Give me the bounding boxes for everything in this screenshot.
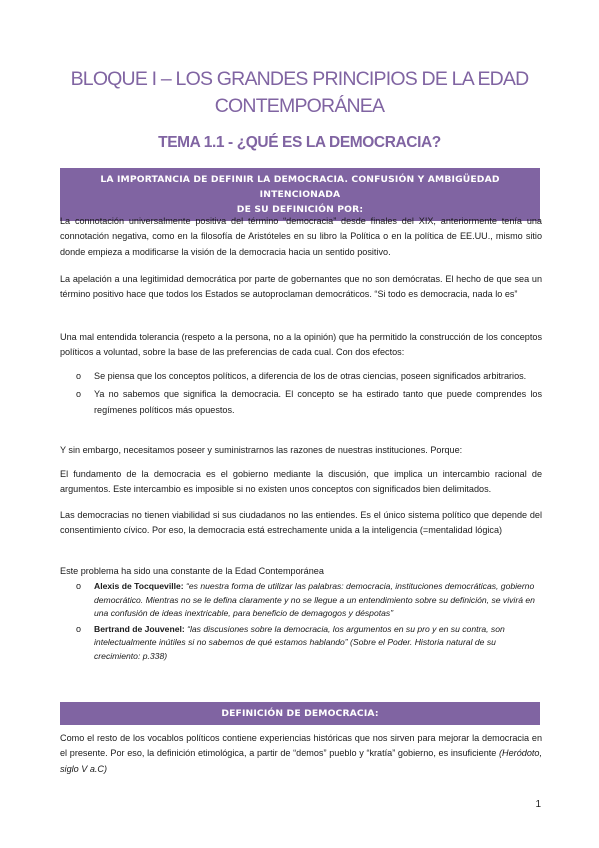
list-item-text: Se piensa que los conceptos políticos, a diferencia de los de otras ciencias, poseen significados arbitrarios.	[94, 371, 527, 381]
bullet-marker: o	[76, 623, 82, 634]
list-item	[60, 387, 542, 418]
quote-text: “es nuestra forma de utilizar las palabras: democracia, instituciones democráticas, gobierno democrático. Mientras no se le defina claramente y no se llegue a un entendimiento sobre su definición, se vivirá en una confusión de ideas inextricable, para beneficio de demagogos y déspotas”	[94, 581, 535, 619]
list-item	[60, 369, 542, 384]
bullet-marker: o	[76, 581, 82, 591]
page-number: 1	[535, 799, 541, 810]
paragraph-tolerance: Una mal entendida tolerancia (respeto a la persona, no a la opinión) que ha permitido la construcción de los conceptos políticos a voluntad, sobre la base de las preferencias de cada cual. Con dos efectos:	[60, 332, 542, 358]
paragraph-connotation: La connotación universalmente positiva del término “democracia” desde finales del XIX, anteriormente tenía una connotación negativa, como en la filosofía de Aristóteles en su libro la Política o en la política de EE.UU., mismo sitio donde empieza a modificarse la visión de la democracia hacia un sentido positivo.	[60, 216, 542, 257]
title-line-1: BLOQUE I – LOS GRANDES PRINCIPIOS DE LA EDAD	[70, 68, 529, 90]
quote-item	[60, 623, 542, 664]
document-title	[60, 66, 539, 120]
bullet-marker: o	[76, 371, 82, 381]
section-heading-line-1: LA IMPORTANCIA DE DEFINIR LA DEMOCRACIA. CONFUSIÓN Y AMBIGÜEDAD INTENCIONADA	[100, 174, 500, 200]
paragraph-definition	[60, 731, 542, 777]
paragraph-viability: Las democracias no tienen viabilidad si sus ciudadanos no las entiendes. Es el único sistema político que depende del consentimiento cívico. Por eso, la democracia está estrechamente unida a la inteligencia (=mentalidad lógica)	[60, 510, 542, 536]
effects-list	[60, 369, 542, 421]
document-subtitle: TEMA 1.1 - ¿QUÉ ES LA DEMOCRACIA?	[158, 134, 441, 151]
quote-author: Alexis de Tocqueville:	[94, 581, 184, 591]
paragraph-problem: Este problema ha sido una constante de la Edad Contemporánea	[60, 566, 324, 576]
quote-item	[60, 580, 542, 621]
section-heading-line-2: DE SU DEFINICIÓN POR:	[236, 204, 364, 215]
title-line-2: CONTEMPORÁNEA	[214, 95, 385, 117]
quote-text: “las discusiones sobre la democracia, los argumentos en su pro y en su contra, son intelectualmente inútiles si no sabemos de qué estamos hablando” (Sobre el Poder. Historia natural de su crecimiento: p.338)	[94, 623, 505, 661]
paragraph-definition-text: Como el resto de los vocablos políticos contiene experiencias históricas que nos sirven para mejorar la democracia en el presente. Por eso, la definición etimológica, a partir de “demos” pueblo y “kratía” gobierno, es insuficiente	[60, 733, 542, 759]
section-heading-definition: DEFINICIÓN DE DEMOCRACIA:	[60, 702, 540, 725]
paragraph-foundation: El fundamento de la democracia es el gobierno mediante la discusión, que implica un intercambio racional de argumentos. Este intercambio es imposible si no existen unos conceptos con significados bien delimitados.	[60, 469, 542, 495]
paragraph-definition-citation: (Heródoto, siglo V a.C)	[60, 748, 542, 774]
list-item-text: Ya no sabemos que significa la democracia. El concepto se ha estirado tanto que puede comprendes los regímenes políticos más opuestos.	[94, 389, 542, 415]
bullet-marker: o	[76, 389, 82, 400]
paragraph-reasons: Y sin embargo, necesitamos poseer y suministrarnos las razones de nuestras instituciones. Porque:	[60, 445, 463, 455]
paragraph-legitimacy: La apelación a una legitimidad democrática por parte de gobernantes que no son demócratas. El hecho de que sea un término positivo hace que todos los Estados se autoproclaman democráticos. “Si todo es democracia, nada lo es”	[60, 274, 542, 300]
quote-author: Bertrand de Jouvenel:	[94, 623, 185, 634]
quotes-list	[60, 580, 542, 666]
